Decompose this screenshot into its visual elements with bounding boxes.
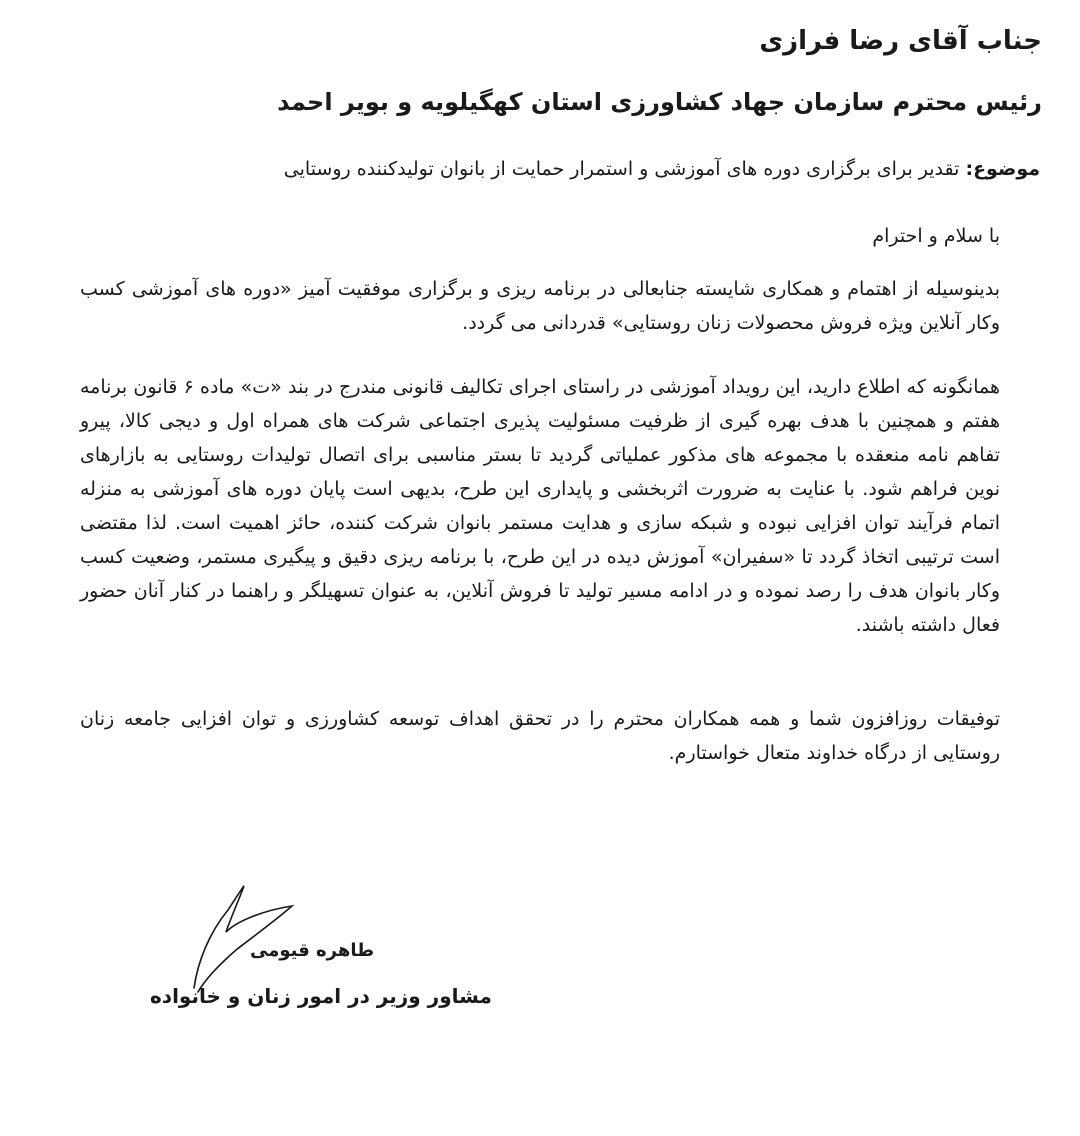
subject-text: تقدیر برای برگزاری دوره های آموزشی و استمرار حمایت از بانوان تولیدکننده روستایی	[283, 158, 960, 180]
body-paragraph-2: همانگونه که اطلاع دارید، این رویداد آموزشی در راستای اجرای تکالیف قانونی مندرج در بند «ت» ماده ۶ قانون برنامه هفتم و همچنین با هدف بهره گیری از ظرفیت مسئولیت پذیری اجتماعی شرکت های همراه اول و دیجی کالا، پیرو تفاهم نامه منعقده با مجموعه های مذکور عملیاتی گردید تا بستر مناسبی برای اتصال تولیدات روستایی به بازارهای نوین فراهم شود. با عنایت به ضرورت اثربخشی و پایداری این طرح، بدیهی است پایان دوره های آموزشی به منزله اتمام فرآیند توان افزایی نبوده و شبکه سازی و هدایت مستمر بانوان شرکت کننده، حائز اهمیت است. لذا مقتضی است ترتیبی اتخاذ گردد تا «سفیران» آموزش دیده در این طرح، با برنامه ریزی دقیق و پیگیری مستمر، وضعیت کسب وکار بانوان هدف را رصد نموده و در ادامه مسیر تولید تا فروش آنلاین، به عنوان تسهیلگر و راهنما در کنار آنان حضور فعال داشته باشند.	[80, 376, 1000, 636]
recipient-title: رئیس محترم سازمان جهاد کشاورزی استان کهگیلویه و بویر احمد	[277, 88, 1042, 116]
body-paragraph-3: توفیقات روزافزون شما و همه همکاران محترم را در تحقق اهداف توسعه کشاورزی و توان افزایی جامعه زنان روستایی از درگاه خداوند متعال خواستارم.	[80, 708, 1000, 764]
signer-title: مشاور وزیر در امور زنان و خانواده	[150, 984, 492, 1008]
greeting: با سلام و احترام	[872, 225, 1000, 247]
signer-name: طاهره قیومی	[250, 940, 375, 961]
subject-line	[284, 158, 1040, 180]
recipient-name: جناب آقای رضا فرازی	[759, 26, 1042, 56]
body-paragraph-1: بدینوسیله از اهتمام و همکاری شایسته جنابعالی در برنامه ریزی و برگزاری موفقیت آمیز «دوره های آموزشی کسب وکار آنلاین ویژه فروش محصولات زنان روستایی» قدردانی می گردد.	[80, 278, 1000, 334]
subject-label: موضوع:	[965, 158, 1040, 180]
